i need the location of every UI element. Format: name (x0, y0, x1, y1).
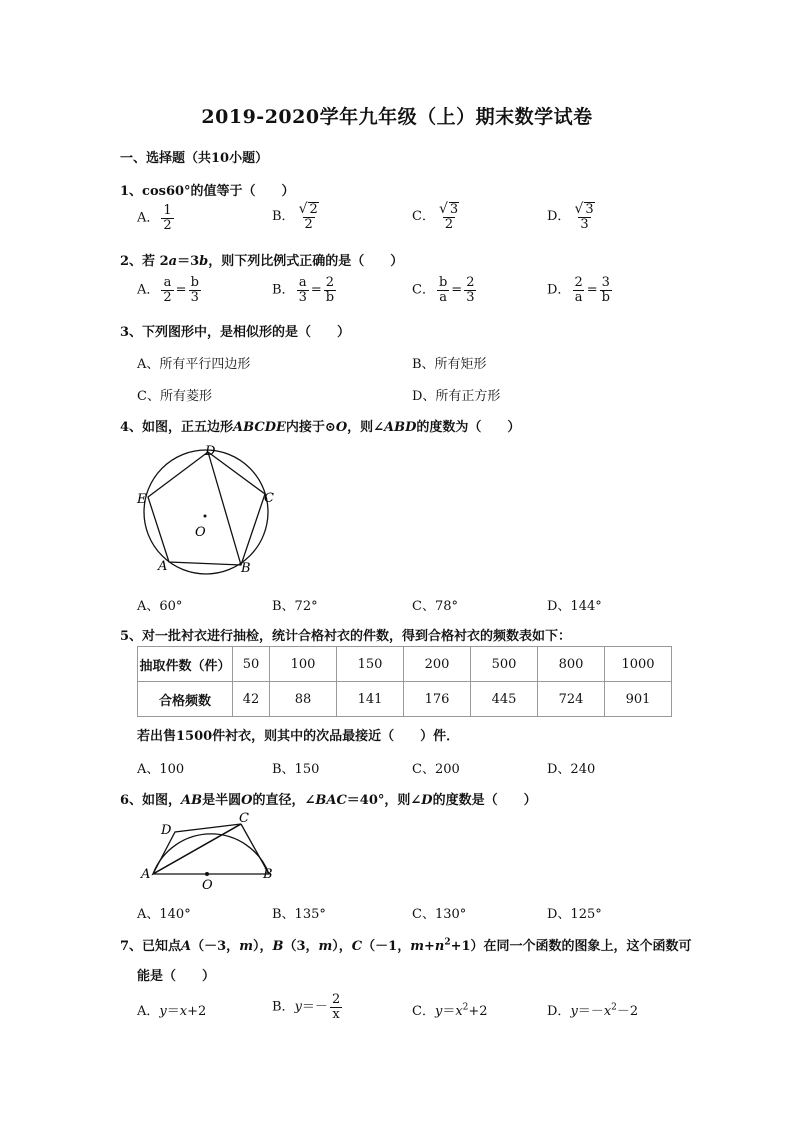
q5-option-d[interactable]: D、240 (547, 762, 596, 777)
q5-followup: 若出售1500件衬衣，则其中的次品最接近（ ）件． (137, 729, 460, 744)
q1-option-b[interactable]: B． $\frac{√ 2}{2}$ (272, 202, 323, 231)
label-d: D (205, 444, 216, 459)
q3-option-b[interactable]: B、所有矩形 (412, 357, 487, 372)
sqrt-icon: √ (438, 201, 448, 217)
q4-option-d[interactable]: D、144° (547, 599, 602, 614)
q5-option-c[interactable]: C、200 (412, 762, 460, 777)
q5-option-a[interactable]: A、100 (137, 762, 185, 777)
sqrt-icon: √ (298, 201, 308, 217)
q2-option-c[interactable]: C． $\frac{b}{a}$ = $\frac{2}{3}$ (412, 275, 475, 305)
q5-stem: 5、对一批衬衣进行抽检，统计合格衬衣的件数，得到合格衬衣的频数表如下： (120, 629, 572, 644)
label-d: D (161, 823, 172, 838)
segment-bd (208, 452, 241, 565)
label-o: O (195, 525, 206, 540)
q6-stem: 6、如图，AB是半圆O的直径，∠BAC＝40°，则∠D的度数是（ ） (120, 793, 537, 808)
label-c: C (264, 491, 274, 506)
fraction: $\frac{a}{3}$ (298, 275, 307, 305)
label-o: O (202, 878, 213, 890)
pentagon (148, 452, 265, 565)
q7-stem-line1: 7、已知点A（－3，m），B（3，m），C（－1，$m+n^2+1$）在同一个函数的图象上，这个函数可 (120, 937, 692, 954)
fraction: $\frac{2}{x}$ (331, 992, 341, 1022)
page-title: 2019-2020学年九年级（上）期末数学试卷 (201, 106, 593, 128)
fraction: $\frac{b}{a}$ (438, 275, 448, 305)
fraction: $\frac{1}{2}$ (163, 203, 172, 233)
label-b: B (263, 867, 273, 882)
q3-stem: 3、下列图形中，是相似形的是（ ） (120, 325, 351, 340)
fraction: $\frac{√ 3}{2}$ (438, 201, 459, 232)
sqrt-icon: √ (574, 201, 584, 217)
q1-stem: 1、cos60°的值等于（ ） (120, 184, 295, 199)
q1-option-d[interactable]: D． $\frac{√ 3}{3}$ (547, 202, 599, 231)
q6-option-d[interactable]: D、125° (547, 907, 602, 922)
q2-option-b[interactable]: B． $\frac{a}{3}$ = $\frac{2}{b}$ (272, 275, 335, 305)
fraction: $\frac{b}{3}$ (190, 275, 199, 305)
fraction: $\frac{2}{a}$ (574, 275, 583, 305)
q1-option-c[interactable]: C． $\frac{√ 3}{2}$ (412, 202, 463, 231)
center-point (204, 515, 207, 518)
fraction: $\frac{2}{b}$ (325, 275, 335, 305)
q3-option-a[interactable]: A、所有平行四边形 (137, 357, 251, 372)
label-e: E (137, 492, 147, 507)
q4-option-a[interactable]: A、60° (137, 599, 183, 614)
q7-option-a[interactable]: A．y＝x+2 (137, 1004, 207, 1019)
q2-stem: 2、若 2a＝3b，则下列比例式正确的是（ ） (120, 254, 404, 269)
q4-option-b[interactable]: B、72° (272, 599, 318, 614)
q2-option-a[interactable]: A． $\frac{a}{2}$ = $\frac{b}{3}$ (137, 275, 199, 305)
q7-stem-line2: 能是（ ） (137, 969, 216, 984)
label-a: A (158, 559, 168, 574)
q7-option-c[interactable]: C．$y=x^2+2$ (412, 1002, 488, 1019)
q3-option-d[interactable]: D、所有正方形 (412, 389, 501, 404)
q3-option-c[interactable]: C、所有菱形 (137, 389, 212, 404)
label-c: C (239, 811, 249, 826)
center-point (205, 872, 209, 876)
frequency-table (137, 646, 672, 717)
section-heading: 一、选择题（共10小题） (120, 151, 269, 166)
table-row: 合格频数 42 88 141 176 445 724 901 (138, 682, 672, 717)
circle-o (144, 450, 268, 574)
q1-option-a[interactable]: A． $\frac{1}{2}$ (137, 203, 172, 233)
q6-option-b[interactable]: B、135° (272, 907, 326, 922)
q2-option-d[interactable]: D． $\frac{2}{a}$ = $\frac{3}{b}$ (547, 275, 610, 305)
fraction: $\frac{√ 3}{3}$ (574, 201, 594, 232)
fraction: $\frac{√ 2}{2}$ (298, 201, 318, 232)
q4-option-c[interactable]: C、78° (412, 599, 458, 614)
fraction: $\frac{2}{3}$ (466, 275, 475, 305)
q6-option-c[interactable]: C、130° (412, 907, 467, 922)
label-a: A (141, 867, 151, 882)
semicircle-figure (135, 810, 285, 890)
q7-option-b[interactable]: B．y＝－ $\frac{2}{x}$ (272, 992, 341, 1022)
table-row: 抽取件数（件） 50 100 150 200 500 800 1000 (138, 647, 672, 682)
pentagon-figure (130, 440, 280, 580)
fraction: $\frac{3}{b}$ (601, 275, 610, 305)
q7-option-d[interactable]: D．$y=-x^2-2$ (547, 1002, 639, 1019)
q6-option-a[interactable]: A、140° (137, 907, 191, 922)
fraction: $\frac{a}{2}$ (163, 275, 172, 305)
label-b: B (241, 561, 251, 576)
q4-stem: 4、如图，正五边形ABCDE内接于⊙O，则∠ABD的度数为（ ） (120, 420, 521, 435)
q5-option-b[interactable]: B、150 (272, 762, 320, 777)
